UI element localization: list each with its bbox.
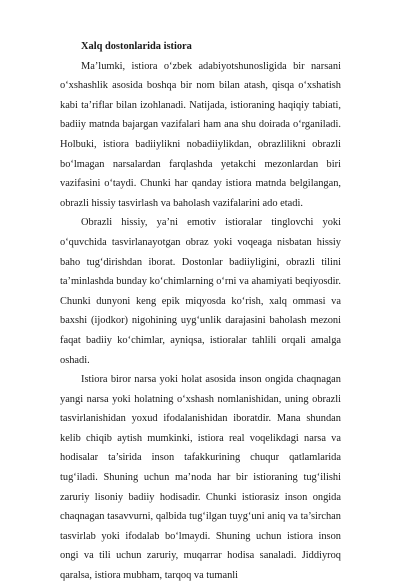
document-body [60,37,341,586]
paragraph-2: Obrazli hissiy, ya’ni emotiv istioralar tinglovchi yoki o‘quvchida tasvirlanayotgan obraz yoki voqeaga nisbatan hissiy baho tug‘dirishdan iborat. Dostonlar badiiyligini, obrazli tilini ta’minlashda bunday ko‘chimlarning o‘rni va ahamiyati beqiyosdir. Chunki dunyoni keng epik miqyosda ko‘rish, xalq ommasi va baxshi (ijodkor) nigohining uyg‘unlik darajasini baholash mezoni faqat badiiy ko‘chimlar, ayniqsa, istioralar tahlili orqali amalga oshadi. [60,217,341,366]
document-title: Xalq dostonlarida istiora [81,41,192,52]
paragraph-1: Ma’lumki, istiora o‘zbek adabiyotshunosligida bir narsani o‘xshashlik asosida boshqa bir nom bilan atash, qisqa o‘xshatish kabi ta’riflar bilan izohlanadi. Natijada, istioraning haqiqiy tabiati, badiiy matnda bajargan vazifalari ham ana shu doirada o‘rganiladi. Holbuki, istiora badiiylikni nobadiiylikdan, obrazlilikni obrazli bo‘lmagan narsalardan farqlashda yetakchi mezonlardan biri vazifasini o‘taydi. Chunki har qanday istiora matnda belgilangan, obrazli hissiy tasvirlash va baholash vazifalarini ado etadi. [60,60,341,209]
paragraph-3: Istiora biror narsa yoki holat asosida inson ongida chaqnagan yangi narsa yoki holatning o‘xshash nomlanishidan, uning obrazli tasvirlanishidan yoxud ifodalanishidan iboratdir. Mana shundan kelib chiqib aytish mumkinki, istiora real voqelikdagi narsa va hodisalar ta’sirida inson tafakkurining chuqur qatlamlarida tug‘iladi. Shuning uchun ma’noda har bir istioraning tug‘ilishi zaruriy lisoniy badiiy hodisadir. Chunki istiorasiz inson ongida chaqnagan tasavvurni, qalbida tug‘ilgan tuyg‘uni aniq va ta’sirchan tasvirlab yoki ifodalab bo‘lmaydi. Shuning uchun istiora inson ongi va tili uchun zaruriy, muqarrar hodisa sanaladi. Jiddiyroq qaralsa, istiora mubham, tarqoq va tumanli [60,374,341,582]
